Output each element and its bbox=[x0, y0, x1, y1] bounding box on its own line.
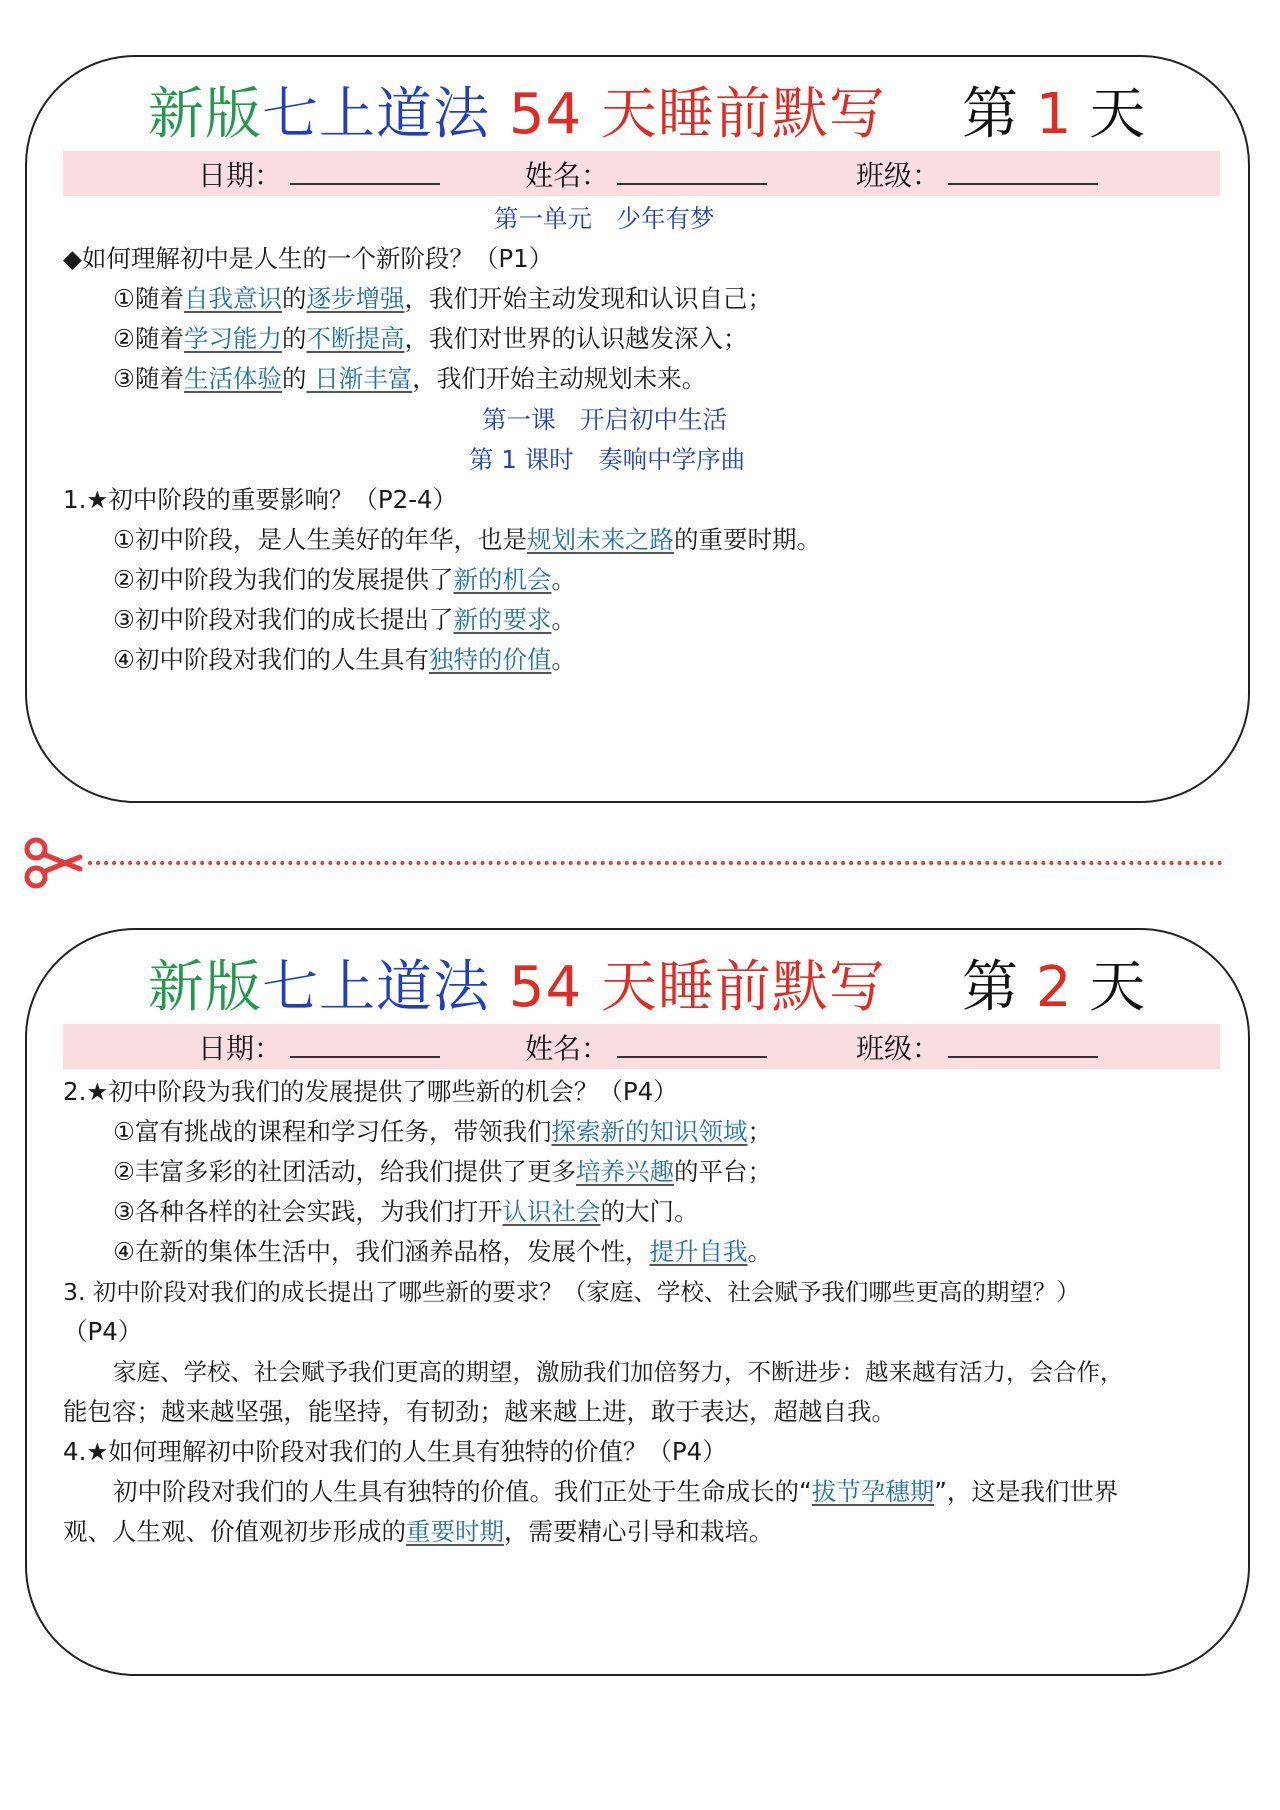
answer-blank: 重要时期 bbox=[406, 1517, 504, 1546]
card-title-row bbox=[27, 942, 1248, 1032]
answer-paragraph: 观、人生观、价值观初步形成的重要时期，需要精心引导和栽培。 bbox=[63, 1517, 774, 1546]
title-red-part: 54 天睡前默写 bbox=[508, 82, 886, 147]
list-item: ②丰富多彩的社团活动，给我们提供了更多培养兴趣的平台； bbox=[113, 1157, 772, 1186]
day-suffix: 天 bbox=[1089, 955, 1146, 1020]
cut-line bbox=[88, 861, 1223, 865]
day-prefix: 第 bbox=[962, 82, 1018, 147]
list-item: ①富有挑战的课程和学习任务，带领我们探索新的知识领域； bbox=[113, 1117, 772, 1146]
question-4: 4.★如何理解初中阶段对我们的人生具有独特的价值？（P4） bbox=[63, 1437, 727, 1466]
class-label: 班级： bbox=[856, 1032, 941, 1065]
day-prefix: 第 bbox=[962, 955, 1018, 1020]
name-blank[interactable] bbox=[617, 151, 767, 185]
name-field[interactable] bbox=[525, 1024, 767, 1071]
answer-paragraph: 能包容；越来越坚强，能坚持，有韧劲；越来越上进，敢于表达，超越自我。 bbox=[63, 1397, 896, 1426]
name-blank[interactable] bbox=[617, 1024, 767, 1058]
answer-blank: 日渐丰富 bbox=[306, 364, 413, 393]
card-title-row bbox=[27, 69, 1248, 159]
list-item: ①随着自我意识的逐步增强，我们开始主动发现和认识自己； bbox=[113, 284, 772, 313]
answer-blank: 培养兴趣 bbox=[575, 1157, 674, 1186]
answer-blank: 提升自我 bbox=[649, 1237, 748, 1266]
class-label: 班级： bbox=[856, 159, 941, 192]
date-label: 日期： bbox=[198, 1032, 283, 1065]
title-green-part: 新版 bbox=[148, 955, 262, 1020]
class-field[interactable] bbox=[856, 1024, 1098, 1071]
day-title bbox=[962, 75, 1145, 155]
day-suffix: 天 bbox=[1089, 82, 1146, 147]
date-field[interactable] bbox=[198, 1024, 440, 1071]
day-card-1 bbox=[25, 55, 1250, 803]
name-label: 姓名： bbox=[525, 159, 610, 192]
list-item: ①初中阶段，是人生美好的年华，也是规划未来之路的重要时期。 bbox=[113, 525, 821, 554]
answer-blank: 规划未来之路 bbox=[526, 525, 674, 554]
question-2: 2.★初中阶段为我们的发展提供了哪些新的机会？（P4） bbox=[63, 1077, 678, 1106]
answer-blank: 认识社会 bbox=[502, 1197, 601, 1226]
list-item: ②初中阶段为我们的发展提供了新的机会。 bbox=[113, 565, 576, 594]
class-blank[interactable] bbox=[948, 1024, 1098, 1058]
title-red-part: 54 天睡前默写 bbox=[508, 955, 886, 1020]
class-field[interactable] bbox=[856, 151, 1098, 198]
answer-blank: 自我意识 bbox=[183, 284, 282, 313]
answer-blank: 不断提高 bbox=[306, 324, 405, 353]
title-blue-part: 七上道法 bbox=[262, 82, 490, 147]
date-blank[interactable] bbox=[290, 151, 440, 185]
scissors-icon bbox=[22, 837, 84, 889]
day-number: 2 bbox=[1035, 955, 1072, 1020]
main-title bbox=[148, 75, 886, 155]
day-title bbox=[962, 948, 1145, 1028]
answer-blank: 探索新的知识领域 bbox=[551, 1117, 748, 1146]
answer-blank: 学习能力 bbox=[183, 324, 282, 353]
unit-heading: 第一单元 少年有梦 bbox=[494, 204, 715, 233]
answer-blank: 独特的价值 bbox=[428, 645, 552, 674]
list-item: ④初中阶段对我们的人生具有独特的价值。 bbox=[113, 645, 576, 674]
info-bar bbox=[63, 1024, 1220, 1069]
name-label: 姓名： bbox=[525, 1032, 610, 1065]
answer-paragraph: 初中阶段对我们的人生具有独特的价值。我们正处于生命成长的“拔节孕穗期”，这是我们世界 bbox=[113, 1477, 1119, 1506]
answer-blank: 拔节孕穗期 bbox=[811, 1477, 935, 1506]
question-1: 1.★初中阶段的重要影响？（P2-4） bbox=[63, 485, 458, 514]
answer-blank: 生活体验 bbox=[183, 364, 282, 393]
list-item: ③随着生活体验的 日渐丰富，我们开始主动规划未来。 bbox=[113, 364, 707, 393]
list-item: ④在新的集体生活中，我们涵养品格，发展个性，提升自我。 bbox=[113, 1237, 772, 1266]
list-item: ③初中阶段对我们的成长提出了新的要求。 bbox=[113, 605, 576, 634]
day-number: 1 bbox=[1035, 82, 1072, 147]
day-card-2 bbox=[25, 928, 1250, 1676]
question-0: ◆如何理解初中是人生的一个新阶段？（P1） bbox=[63, 244, 554, 273]
date-field[interactable] bbox=[198, 151, 440, 198]
answer-blank: 新的要求 bbox=[453, 605, 552, 634]
date-blank[interactable] bbox=[290, 1024, 440, 1058]
title-green-part: 新版 bbox=[148, 82, 262, 147]
list-item: ③各种各样的社会实践，为我们打开认识社会的大门。 bbox=[113, 1197, 699, 1226]
question-3-page: （P4） bbox=[63, 1317, 143, 1346]
answer-blank: 新的机会 bbox=[453, 565, 552, 594]
name-field[interactable] bbox=[525, 151, 767, 198]
lesson-heading: 第一课 开启初中生活 bbox=[482, 405, 727, 434]
period-heading: 第 1 课时 奏响中学序曲 bbox=[469, 445, 746, 474]
main-title bbox=[148, 948, 886, 1028]
title-blue-part: 七上道法 bbox=[262, 955, 490, 1020]
info-bar bbox=[63, 151, 1220, 196]
question-3: 3. 初中阶段对我们的成长提出了哪些新的要求？（家庭、学校、社会赋予我们哪些更高的期望？） bbox=[63, 1278, 1080, 1306]
answer-blank: 逐步增强 bbox=[306, 284, 405, 313]
list-item: ②随着学习能力的不断提高，我们对世界的认识越发深入； bbox=[113, 324, 748, 353]
date-label: 日期： bbox=[198, 159, 283, 192]
class-blank[interactable] bbox=[948, 151, 1098, 185]
answer-paragraph: 家庭、学校、社会赋予我们更高的期望，激励我们加倍努力，不断进步：越来越有活力，会合作， bbox=[113, 1358, 1124, 1386]
